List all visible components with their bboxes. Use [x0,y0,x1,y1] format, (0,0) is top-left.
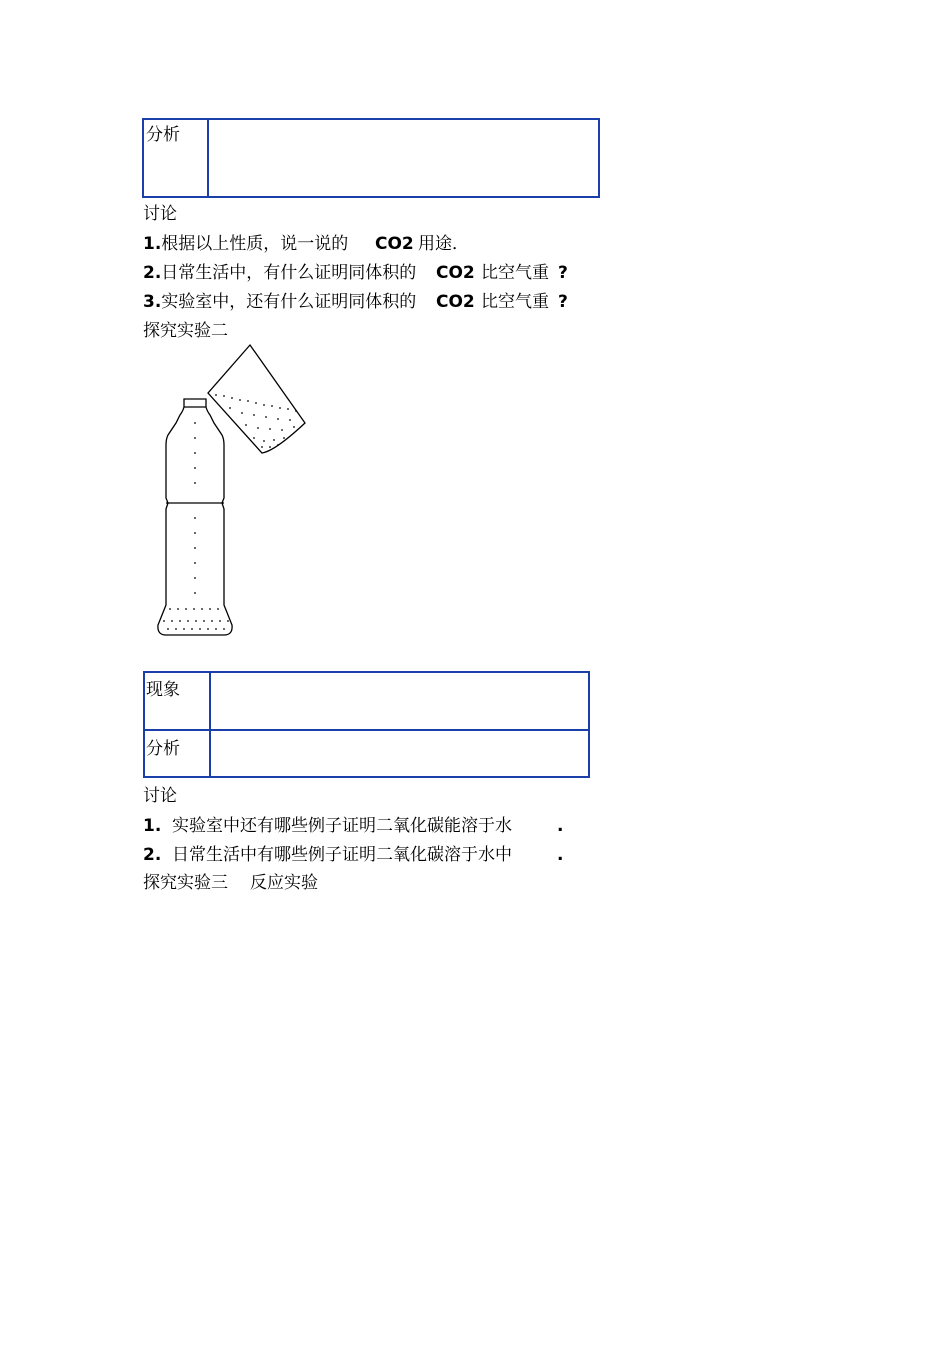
co2-term: CO2 [436,292,475,312]
discussion-question-1 [143,234,348,254]
phenomenon-label: 现象 [146,680,180,700]
analysis-table-1 [142,118,600,198]
experiment-2-title: 探究实验二 [143,321,228,341]
question-text: 实验室中，还有什么证明同体积的 [161,292,417,312]
bottle-dots [163,422,229,630]
table-divider [209,673,211,776]
question-number: 1. [143,816,162,836]
bottle-icon [158,399,232,635]
question-text-end: 比空气重 [481,292,549,312]
co2-term: CO2 [375,234,414,254]
phenomenon-analysis-table [143,671,590,778]
analysis-label: 分析 [146,125,180,145]
discussion-question-2 [143,263,416,283]
analysis-label: 分析 [146,739,180,759]
question-text: 实验室中还有哪些例子证明二氧化碳能溶于水 [172,816,512,836]
table-divider [207,120,209,196]
question-number: 2. [143,263,162,283]
question-end: . [557,816,564,836]
table-row-divider [145,729,588,731]
discussion-question-3 [143,292,416,312]
question-mark: ? [558,292,568,312]
discussion-heading: 讨论 [143,786,177,806]
question-text-end: 用途． [418,234,469,254]
bottle-beaker-illustration [150,343,330,643]
experiment-3-title: 探究实验三 [143,873,228,893]
question-text: 日常生活中，有什么证明同体积的 [161,263,417,283]
question-number: 3. [143,292,162,312]
experiment-3-subtitle: 反应实验 [250,873,318,893]
question-text-end: 比空气重 [481,263,549,283]
question-mark: ? [558,263,568,283]
question-end: . [557,845,564,865]
question-number: 2. [143,845,162,865]
discussion-heading: 讨论 [143,204,177,224]
question-text: 根据以上性质，说一说的 [161,234,349,254]
question-text: 日常生活中有哪些例子证明二氧化碳溶于水中 [172,845,512,865]
question-number: 1. [143,234,162,254]
co2-term: CO2 [436,263,475,283]
